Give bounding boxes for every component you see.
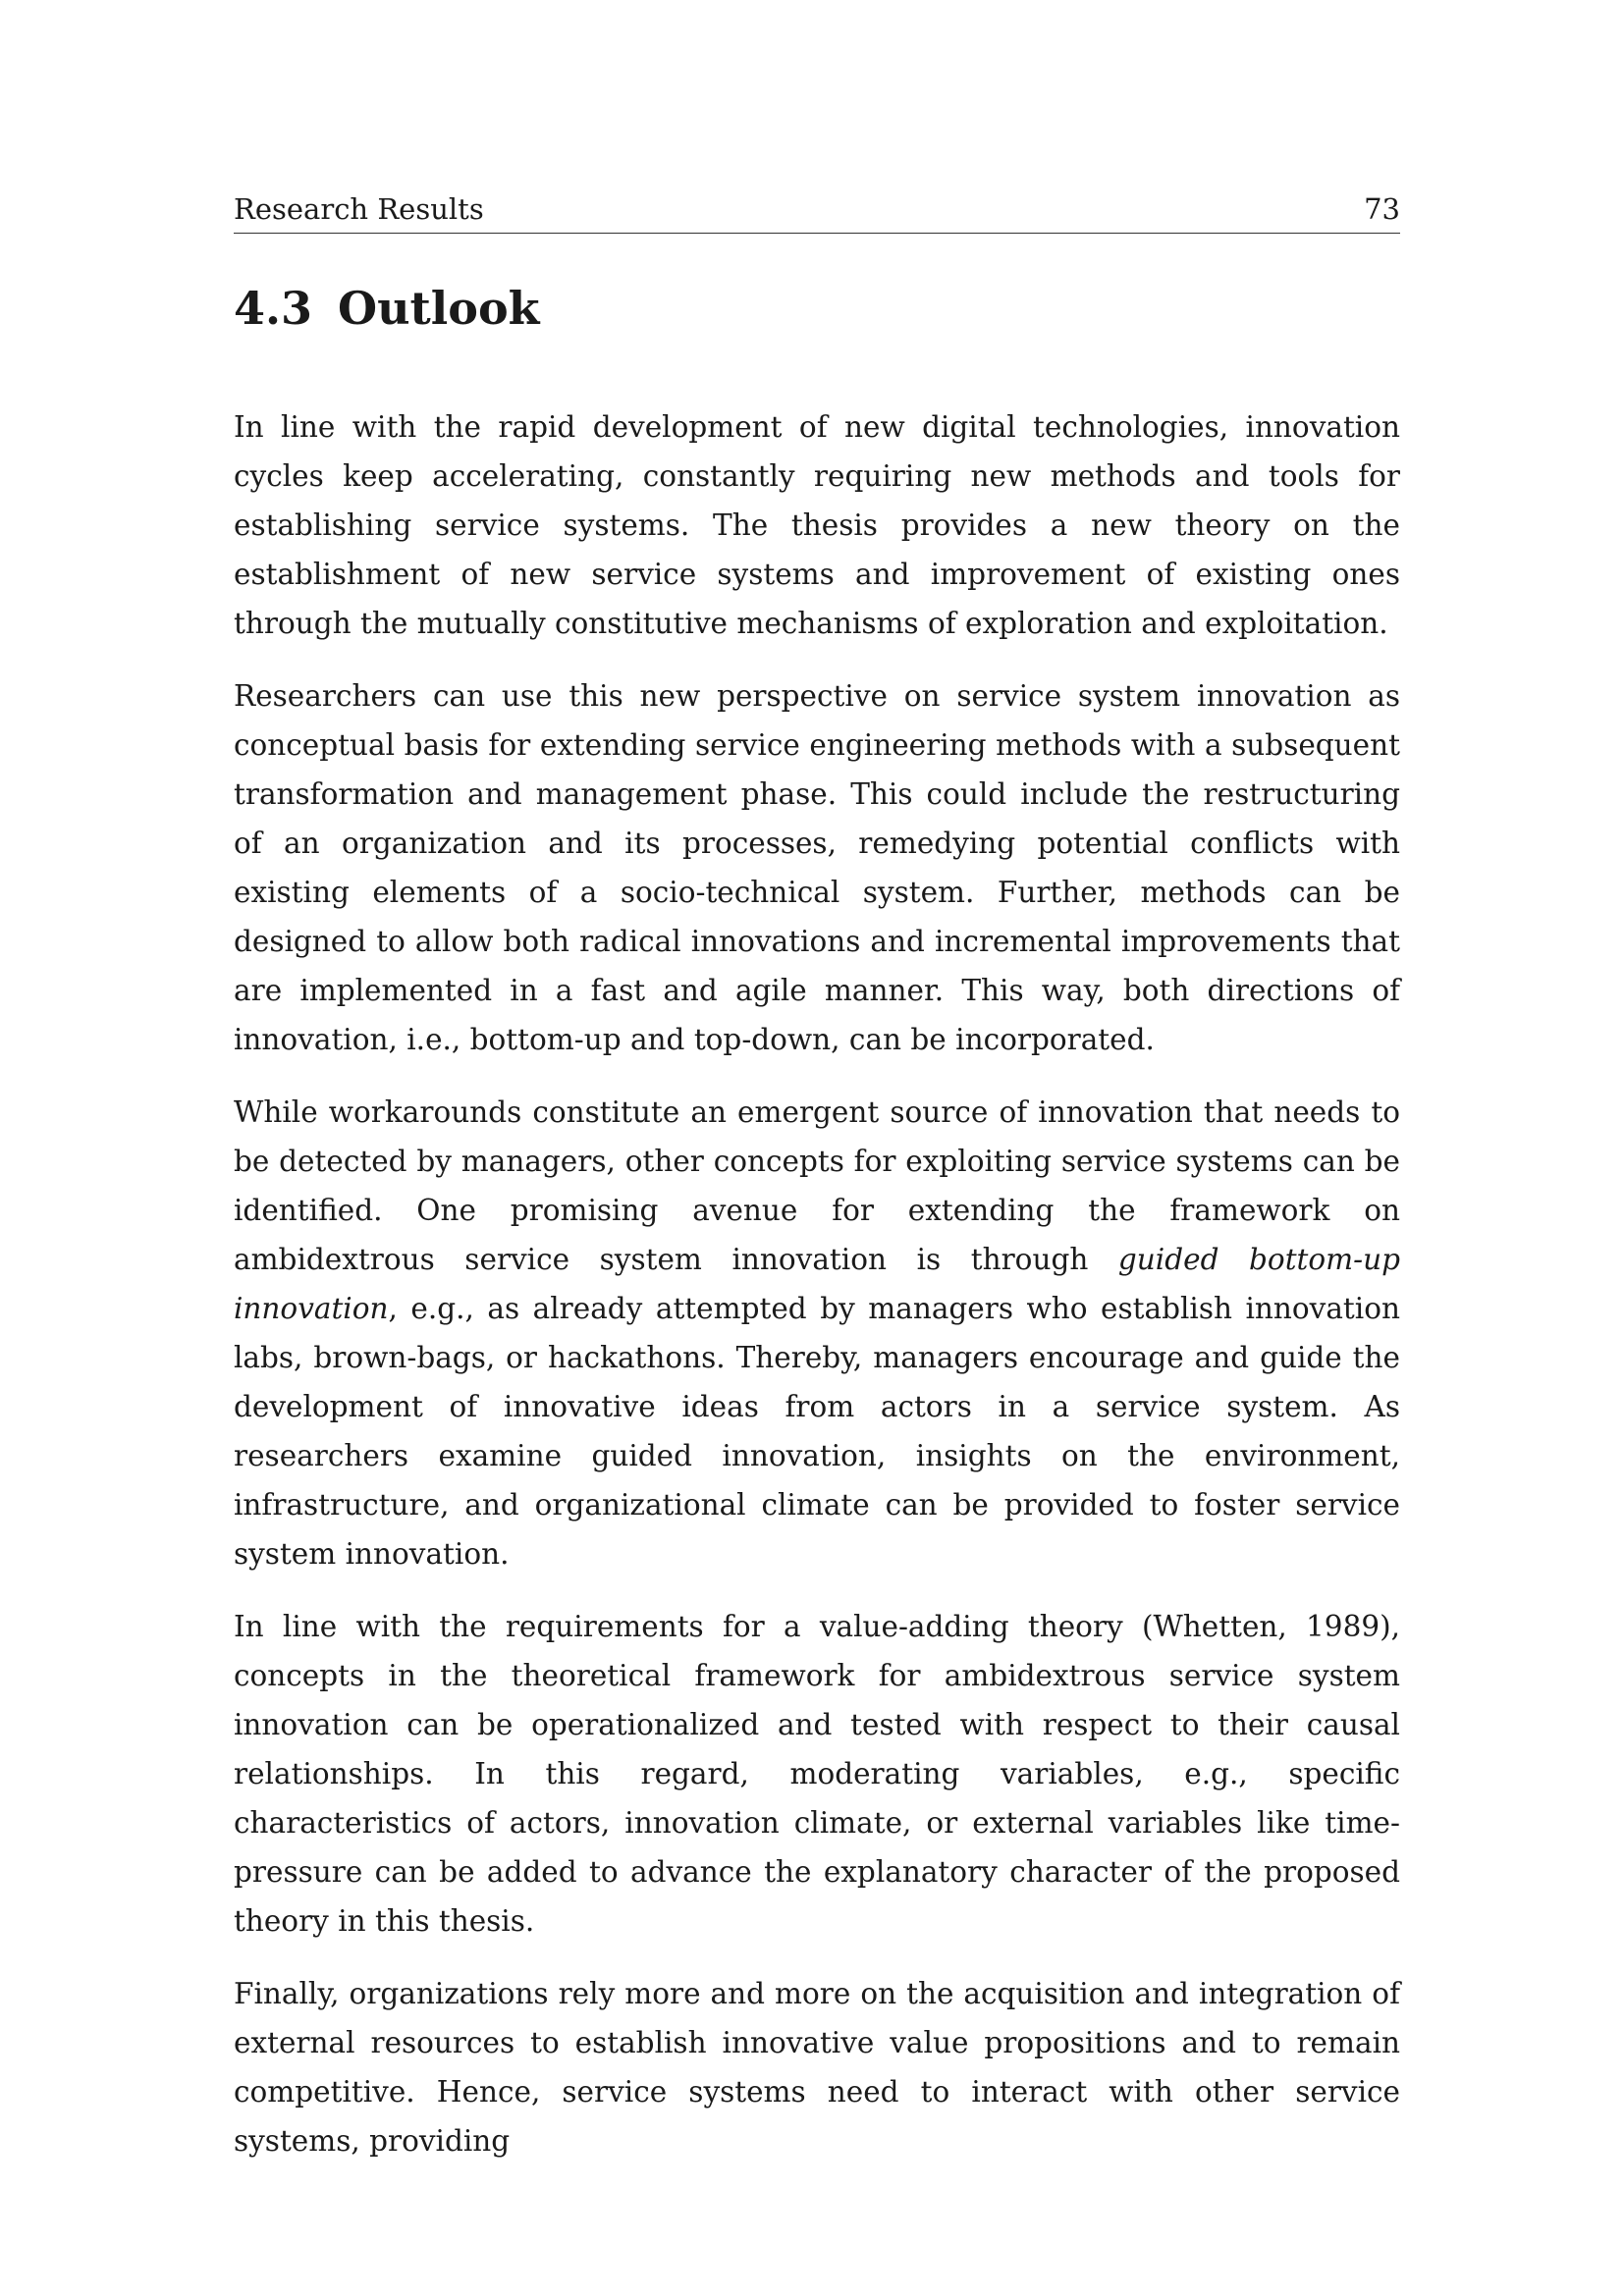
section-number: 4.3 (234, 282, 313, 335)
section-title: Outlook (338, 282, 540, 335)
paragraph-1: In line with the rapid development of new digital technologies, innovation cycles keep accelerating, constantly requiring new methods and tools for establishing service systems. The thesis provides a new theory on the establishment of new service systems and improvement of existing ones through the mutually constitutive mechanisms of exploration and exploitation. (234, 410, 1400, 640)
running-title: Research Results (234, 192, 484, 226)
paragraph-3 (234, 1088, 1400, 1578)
running-header (234, 191, 1400, 234)
paragraph-5: Finally, organizations rely more and more on the acquisition and integration of external resources to establish innovative value propositions and to remain competitive. Hence, service systems need to interact with other service systems, providing (234, 1977, 1400, 2158)
page-number: 73 (1364, 192, 1400, 226)
paragraph-4: In line with the requirements for a value-adding theory (Whetten, 1989), concepts in the theoretical framework for ambidextrous service system innovation can be operationalized and tested with respect to their causal relationships. In this regard, moderating variables, e.g., specific characteristics of actors, innovation climate, or external variables like time-pressure can be added to advance the explanatory character of the proposed theory in this thesis. (234, 1610, 1400, 1938)
page-content (234, 191, 1400, 2189)
paragraph-3-text-before: While workarounds constitute an emergent source of innovation that needs to be detected by managers, other concepts for exploiting service systems can be identified. One promising avenue for extending the framework on ambidextrous service system innovation is through (234, 1095, 1400, 1276)
paragraph-2: Researchers can use this new perspective on service system innovation as conceptual basis for extending service engineering methods with a subsequent transformation and management phase. This could include the restructuring of an organization and its processes, remedying potential conflicts with existing elements of a socio-technical system. Further, methods can be designed to allow both radical innovations and incremental improvements that are implemented in a fast and agile manner. This way, both directions of innovation, i.e., bottom-up and top-down, can be incorporated. (234, 679, 1400, 1056)
paragraph-3-emphasis: guided bottom-up innovation (234, 1243, 1400, 1325)
paragraph-3-text-after: , e.g., as already attempted by managers who establish innovation labs, brown-bags, or hackathons. Thereby, managers encourage and guide the development of innovative ideas from actors in a service system. As researchers examine guided innovation, insights on the environment, infrastructure, and organizational climate can be provided to foster service system innovation. (234, 1292, 1400, 1571)
section-heading (234, 281, 1400, 336)
